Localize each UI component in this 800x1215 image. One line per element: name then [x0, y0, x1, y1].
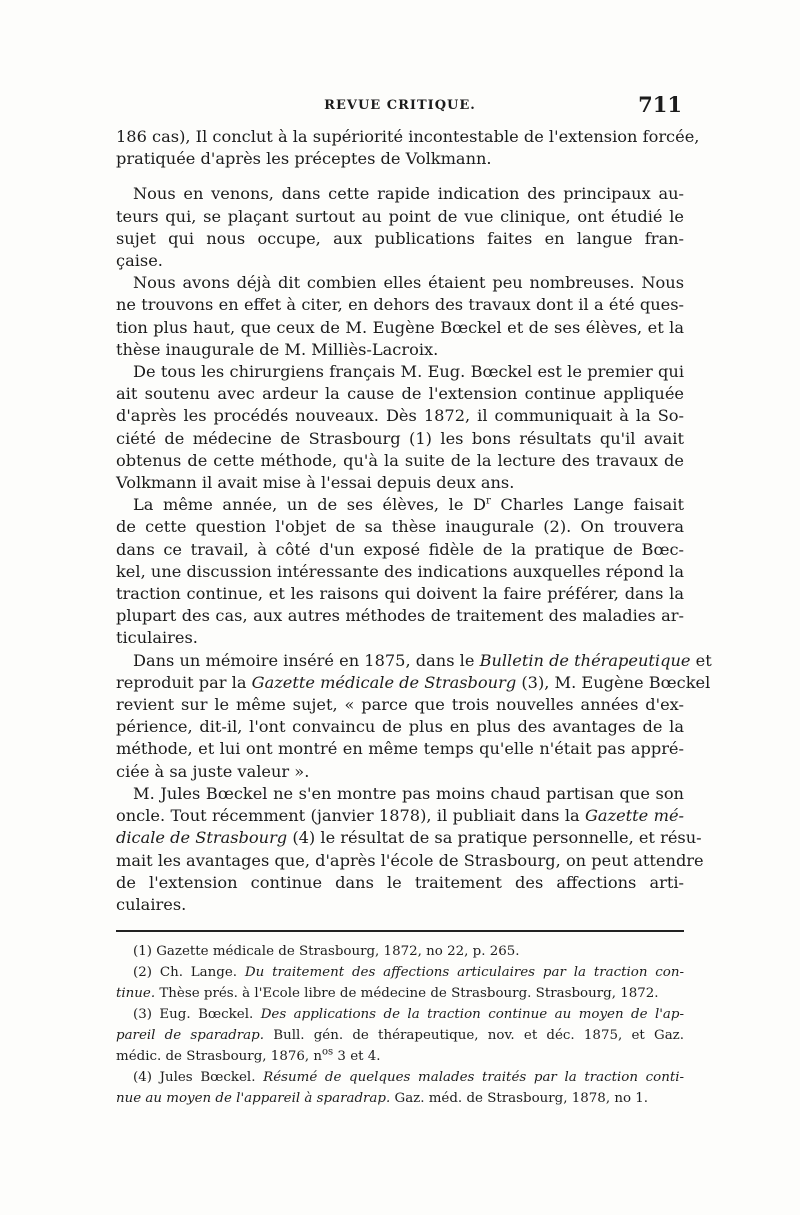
text-line: dans ce travail, à côté d'un exposé fidèle de la pratique de Bœc- — [116, 539, 684, 559]
text-line: mait les avantages que, d'après l'école de Strasbourg, on peut attendre — [116, 850, 704, 870]
text-line: ne trouvons en effet à citer, en dehors des travaux dont il a été ques- — [116, 295, 684, 315]
running-title: REVUE CRITIQUE. — [324, 98, 476, 113]
text-line: kel, une discussion intéressante des indications auxquelles répond la — [116, 561, 684, 581]
text-line: pratiquée d'après les préceptes de Volkmann. — [116, 149, 492, 169]
text-line: De tous les chirurgiens français M. Eug. Bœckel est le premier qui — [133, 362, 684, 382]
text-line: culaires. — [116, 894, 187, 914]
text-line: ciété de médecine de Strasbourg (1) les bons résultats qu'il avait — [116, 428, 684, 448]
text-line: teurs qui, se plaçant surtout au point de vue clinique, ont étudié le — [116, 206, 684, 226]
footnote-separator — [116, 930, 684, 932]
text-line: La même année, un de ses élèves, le $D^r$ Charles Lange faisait — [133, 495, 684, 515]
text-line: d'après les procédés nouveaux. Dès 1872, il communiquait à la So- — [116, 406, 684, 426]
page-number: 711 — [638, 92, 682, 117]
text-line: reproduit par la Gazette médicale de Strasbourg (3), M. Eugène Bœckel — [116, 672, 711, 692]
footnote-4: (4) Jules Bœckel. Résumé de quelques malades traités par la traction conti- nue au moyen de l'appareil à sparadrap. Gaz. méd. de Strasbourg, 1878, no 1. — [116, 1070, 685, 1107]
paragraph-1 — [116, 126, 700, 170]
text-line: plupart des cas, aux autres méthodes de traitement des maladies ar- — [116, 606, 684, 626]
text-line: ciée à sa juste valeur ». — [116, 761, 310, 781]
text-line: ait soutenu avec ardeur la cause de l'extension continue appliquée — [116, 384, 684, 404]
paragraph-5 — [116, 494, 684, 649]
text-line: çaise. — [116, 251, 163, 271]
text-line: méthode, et lui ont montré en même temps qu'elle n'était pas appré- — [116, 739, 684, 759]
text-line: ticulaires. — [116, 628, 198, 648]
footnote-2: (2) Ch. Lange. Du traitement des affections articulaires par la traction con- tinue. Thèse prés. à l'Ecole libre de médecine de Strasbourg. Strasbourg, 1872. — [116, 965, 684, 1002]
text-line: Dans un mémoire inséré en 1875, dans le Bulletin de thérapeutique et — [133, 650, 712, 670]
text-line: de l'extension continue dans le traitement des affections arti- — [116, 872, 684, 892]
text-line: Nous en venons, dans cette rapide indication des principaux au- — [133, 184, 684, 204]
text-line: sujet qui nous occupe, aux publications faites en langue fran- — [116, 228, 684, 248]
paragraph-3 — [116, 272, 684, 361]
text-line: de cette question l'objet de sa thèse inaugurale (2). On trouvera — [116, 517, 684, 537]
text-line: oncle. Tout récemment (janvier 1878), il publiait dans la Gazette mé- — [116, 806, 684, 826]
text-line: 186 cas), Il conclut à la supériorité incontestable de l'extension forcée, — [116, 127, 700, 146]
text-line: obtenus de cette méthode, qu'à la suite de la lecture des travaux de — [116, 450, 684, 470]
paragraph-4 — [116, 361, 684, 494]
text-line: Volkmann il avait mise à l'essai depuis deux ans. — [116, 473, 515, 493]
page-header — [116, 92, 684, 126]
text-line: traction continue, et les raisons qui doivent la faire préférer, dans la — [116, 584, 684, 604]
text-line: Nous avons déjà dit combien elles étaient peu nombreuses. Nous — [133, 273, 684, 293]
footnote-1: (1) Gazette médicale de Strasbourg, 1872, no 22, p. 265. — [133, 944, 520, 960]
paragraph-7 — [116, 783, 704, 916]
footnote-3: (3) Eug. Bœckel. Des applications de la traction continue au moyen de l'ap- pareil de sparadrap. Bull. gén. de thérapeutique, nov. et déc. 1875, et Gaz. médic. de Strasbourg, 1876, $n^{os}$ 3 et 4. — [116, 1007, 684, 1065]
text-line: dicale de Strasbourg (4) le résultat de sa pratique personnelle, et résu- — [116, 828, 702, 848]
footnotes — [116, 941, 684, 1109]
paragraph-2 — [116, 183, 684, 272]
text-line: M. Jules Bœckel ne s'en montre pas moins chaud partisan que son — [133, 783, 684, 803]
text-line: revient sur le même sujet, « parce que trois nouvelles années d'ex- — [116, 695, 684, 715]
book-page — [116, 92, 712, 1109]
paragraph-6 — [116, 650, 712, 783]
text-line: périence, dit-il, l'ont convaincu de plus en plus des avantages de la — [116, 717, 684, 737]
text-line: thèse inaugurale de M. Milliès-Lacroix. — [116, 339, 439, 359]
text-line: tion plus haut, que ceux de M. Eugène Bœckel et de ses élèves, et la — [116, 317, 684, 337]
